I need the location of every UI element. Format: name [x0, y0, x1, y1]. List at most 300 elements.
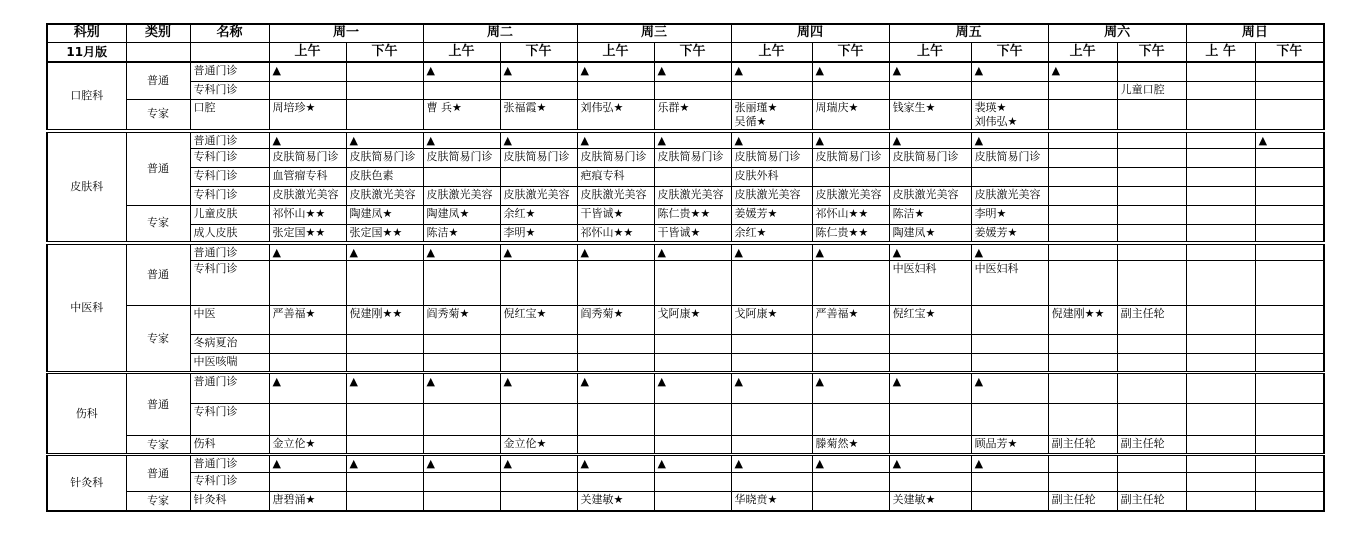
schedule-cell-fri-am — [889, 404, 971, 436]
day-header-sat: 周六 — [1048, 24, 1186, 42]
clinic-name: 专科门诊 — [190, 148, 269, 167]
schedule-cell-thu-am: 华晓贲★ — [731, 492, 812, 511]
schedule-cell-wed-am: 干皆诚★ — [577, 205, 654, 224]
schedule-cell-mon-pm: 陶建凤★ — [346, 205, 423, 224]
schedule-cell-mon-am: ▲ — [269, 131, 346, 149]
schedule-row — [47, 404, 1324, 436]
schedule-cell-tue-am — [423, 436, 500, 455]
schedule-cell-sun-am — [1186, 205, 1255, 224]
schedule-cell-sat-am — [1048, 81, 1117, 99]
schedule-cell-mon-am: 血管瘤专科 — [269, 167, 346, 186]
schedule-cell-wed-am: 关建敏★ — [577, 492, 654, 511]
schedule-cell-wed-pm — [654, 335, 731, 354]
schedule-cell-sun-am — [1186, 243, 1255, 261]
schedule-cell-wed-pm: 皮肤激光美容 — [654, 186, 731, 205]
schedule-cell-mon-am: 金立伦★ — [269, 436, 346, 455]
schedule-cell-sun-pm — [1255, 148, 1324, 167]
schedule-body — [47, 62, 1324, 511]
schedule-row — [47, 455, 1324, 473]
clinic-name: 专科门诊 — [190, 167, 269, 186]
category-label: 普通 — [126, 131, 190, 206]
schedule-cell-sat-am — [1048, 148, 1117, 167]
schedule-cell-sat-am — [1048, 455, 1117, 473]
schedule-row — [47, 335, 1324, 354]
schedule-cell-tue-pm: 李明★ — [500, 224, 577, 243]
category-label: 普通 — [126, 243, 190, 306]
schedule-cell-tue-pm — [500, 261, 577, 306]
schedule-cell-sat-am — [1048, 373, 1117, 404]
schedule-cell-sun-am — [1186, 335, 1255, 354]
header-row-half-days — [47, 42, 1324, 62]
schedule-cell-mon-pm — [346, 436, 423, 455]
schedule-row — [47, 492, 1324, 511]
schedule-cell-sat-am — [1048, 243, 1117, 261]
half-header-sun-am: 上 午 — [1186, 42, 1255, 62]
schedule-cell-tue-pm — [500, 473, 577, 492]
schedule-cell-sun-am — [1186, 261, 1255, 306]
schedule-cell-tue-pm — [500, 335, 577, 354]
schedule-cell-sat-pm — [1117, 186, 1186, 205]
schedule-row — [47, 261, 1324, 306]
schedule-cell-thu-pm — [812, 81, 889, 99]
schedule-cell-sun-am — [1186, 148, 1255, 167]
schedule-cell-mon-am — [269, 404, 346, 436]
schedule-row — [47, 205, 1324, 224]
department-label: 针灸科 — [47, 455, 126, 511]
schedule-cell-sat-am — [1048, 261, 1117, 306]
schedule-cell-sun-pm — [1255, 261, 1324, 306]
schedule-cell-tue-am: 皮肤简易门诊 — [423, 148, 500, 167]
schedule-cell-thu-am — [731, 404, 812, 436]
schedule-cell-tue-am — [423, 473, 500, 492]
schedule-cell-mon-pm: ▲ — [346, 243, 423, 261]
schedule-cell-wed-pm: ▲ — [654, 243, 731, 261]
department-label: 皮肤科 — [47, 131, 126, 244]
schedule-cell-tue-pm: ▲ — [500, 455, 577, 473]
schedule-cell-tue-am: ▲ — [423, 62, 500, 81]
schedule-cell-wed-pm — [654, 436, 731, 455]
schedule-cell-wed-am: ▲ — [577, 455, 654, 473]
schedule-cell-mon-am: ▲ — [269, 243, 346, 261]
schedule-cell-sat-pm — [1117, 243, 1186, 261]
schedule-cell-sun-am — [1186, 354, 1255, 373]
schedule-cell-sat-am — [1048, 473, 1117, 492]
schedule-cell-mon-pm — [346, 261, 423, 306]
schedule-cell-tue-pm — [500, 404, 577, 436]
schedule-cell-thu-pm: 皮肤激光美容 — [812, 186, 889, 205]
schedule-cell-tue-am — [423, 261, 500, 306]
clinic-name: 冬病夏治 — [190, 335, 269, 354]
day-header-thu: 周四 — [731, 24, 889, 42]
schedule-cell-sun-am — [1186, 99, 1255, 131]
schedule-cell-fri-am: ▲ — [889, 131, 971, 149]
category-label: 普通 — [126, 62, 190, 99]
schedule-cell-wed-am: ▲ — [577, 131, 654, 149]
schedule-cell-wed-pm: 乐群★ — [654, 99, 731, 131]
schedule-cell-sun-pm — [1255, 473, 1324, 492]
department-header: 科别 — [47, 24, 126, 42]
schedule-cell-thu-pm — [812, 261, 889, 306]
schedule-cell-tue-am: ▲ — [423, 373, 500, 404]
schedule-cell-mon-pm: 皮肤色素 — [346, 167, 423, 186]
schedule-cell-thu-am: 皮肤激光美容 — [731, 186, 812, 205]
schedule-cell-mon-am: 皮肤激光美容 — [269, 186, 346, 205]
schedule-cell-sun-pm — [1255, 81, 1324, 99]
schedule-cell-fri-am: 关建敏★ — [889, 492, 971, 511]
schedule-cell-tue-am: 陶建凤★ — [423, 205, 500, 224]
schedule-cell-mon-pm — [346, 473, 423, 492]
schedule-cell-wed-pm — [654, 404, 731, 436]
schedule-cell-sun-pm — [1255, 335, 1324, 354]
schedule-cell-sat-am — [1048, 167, 1117, 186]
schedule-cell-tue-am: 阎秀菊★ — [423, 306, 500, 335]
schedule-cell-tue-pm: ▲ — [500, 62, 577, 81]
schedule-cell-mon-am: ▲ — [269, 373, 346, 404]
schedule-cell-fri-am — [889, 335, 971, 354]
schedule-cell-tue-am — [423, 335, 500, 354]
category-label: 普通 — [126, 455, 190, 492]
half-header-sat-am: 上午 — [1048, 42, 1117, 62]
schedule-cell-wed-am — [577, 354, 654, 373]
schedule-cell-fri-pm — [971, 81, 1048, 99]
clinic-name: 专科门诊 — [190, 81, 269, 99]
header-row-days — [47, 24, 1324, 42]
schedule-cell-thu-pm: ▲ — [812, 243, 889, 261]
schedule-cell-thu-pm — [812, 354, 889, 373]
schedule-cell-thu-pm — [812, 473, 889, 492]
clinic-name: 针灸科 — [190, 492, 269, 511]
schedule-cell-sat-pm — [1117, 404, 1186, 436]
schedule-cell-sun-am — [1186, 373, 1255, 404]
schedule-cell-mon-am — [269, 261, 346, 306]
schedule-cell-sat-pm — [1117, 335, 1186, 354]
schedule-cell-wed-pm: ▲ — [654, 131, 731, 149]
schedule-cell-sat-am — [1048, 186, 1117, 205]
half-header-sun-pm: 下午 — [1255, 42, 1324, 62]
schedule-cell-fri-pm — [971, 167, 1048, 186]
schedule-cell-wed-pm: 戈阿康★ — [654, 306, 731, 335]
half-header-tue-pm: 下午 — [500, 42, 577, 62]
schedule-cell-sat-pm — [1117, 148, 1186, 167]
schedule-cell-sat-pm — [1117, 455, 1186, 473]
clinic-name: 普通门诊 — [190, 373, 269, 404]
schedule-cell-mon-am: 严善福★ — [269, 306, 346, 335]
schedule-cell-thu-am: 皮肤简易门诊 — [731, 148, 812, 167]
half-header-thu-pm: 下午 — [812, 42, 889, 62]
clinic-name: 中医 — [190, 306, 269, 335]
schedule-cell-fri-am — [889, 473, 971, 492]
half-header-fri-am: 上午 — [889, 42, 971, 62]
category-header: 类别 — [126, 24, 190, 42]
schedule-cell-mon-am: 唐碧涌★ — [269, 492, 346, 511]
schedule-cell-fri-am: 中医妇科 — [889, 261, 971, 306]
schedule-row — [47, 167, 1324, 186]
schedule-header — [47, 24, 1324, 62]
schedule-cell-tue-am: ▲ — [423, 455, 500, 473]
schedule-cell-sun-am — [1186, 306, 1255, 335]
schedule-cell-sun-am — [1186, 81, 1255, 99]
schedule-cell-thu-am — [731, 436, 812, 455]
schedule-cell-sat-am: 副主任轮 — [1048, 436, 1117, 455]
schedule-cell-fri-pm: 姜媛芳★ — [971, 224, 1048, 243]
schedule-cell-fri-am: ▲ — [889, 373, 971, 404]
schedule-cell-thu-am: 皮肤外科 — [731, 167, 812, 186]
schedule-cell-tue-am: ▲ — [423, 243, 500, 261]
schedule-cell-sun-am — [1186, 492, 1255, 511]
schedule-cell-wed-pm: ▲ — [654, 455, 731, 473]
schedule-row — [47, 436, 1324, 455]
schedule-cell-sun-pm — [1255, 404, 1324, 436]
schedule-cell-fri-pm: 李明★ — [971, 205, 1048, 224]
schedule-cell-fri-pm: 顾品芳★ — [971, 436, 1048, 455]
version-label: 11月版 — [47, 42, 126, 62]
clinic-name: 伤科 — [190, 436, 269, 455]
schedule-cell-sun-pm — [1255, 373, 1324, 404]
schedule-cell-fri-am — [889, 354, 971, 373]
schedule-cell-sun-pm — [1255, 492, 1324, 511]
schedule-cell-wed-pm: 陈仁贵★★ — [654, 205, 731, 224]
schedule-cell-fri-am: 皮肤激光美容 — [889, 186, 971, 205]
clinic-name: 专科门诊 — [190, 261, 269, 306]
schedule-cell-mon-pm: ▲ — [346, 131, 423, 149]
clinic-name: 普通门诊 — [190, 455, 269, 473]
schedule-cell-sun-pm — [1255, 455, 1324, 473]
schedule-cell-fri-pm: 裴瑛★ 刘伟弘★ — [971, 99, 1048, 131]
schedule-cell-thu-pm: 陈仁贵★★ — [812, 224, 889, 243]
schedule-cell-sat-pm: 副主任轮 — [1117, 436, 1186, 455]
schedule-cell-wed-am — [577, 81, 654, 99]
schedule-cell-thu-pm: 皮肤简易门诊 — [812, 148, 889, 167]
schedule-cell-sat-pm — [1117, 224, 1186, 243]
schedule-cell-wed-am — [577, 335, 654, 354]
schedule-cell-sun-am — [1186, 62, 1255, 81]
schedule-cell-tue-am — [423, 354, 500, 373]
schedule-cell-fri-pm: 皮肤简易门诊 — [971, 148, 1048, 167]
schedule-cell-tue-pm: 皮肤激光美容 — [500, 186, 577, 205]
schedule-cell-tue-pm: 张福霞★ — [500, 99, 577, 131]
schedule-cell-sun-pm: ▲ — [1255, 131, 1324, 149]
schedule-cell-tue-pm — [500, 167, 577, 186]
schedule-row — [47, 243, 1324, 261]
schedule-cell-mon-pm: 皮肤激光美容 — [346, 186, 423, 205]
schedule-cell-thu-pm: 严善福★ — [812, 306, 889, 335]
schedule-cell-fri-pm: ▲ — [971, 62, 1048, 81]
clinic-name: 普通门诊 — [190, 243, 269, 261]
schedule-cell-sun-pm — [1255, 224, 1324, 243]
schedule-cell-mon-pm: ▲ — [346, 455, 423, 473]
clinic-name: 成人皮肤 — [190, 224, 269, 243]
day-header-mon: 周一 — [269, 24, 423, 42]
schedule-cell-thu-am: 余红★ — [731, 224, 812, 243]
schedule-cell-tue-am: 皮肤激光美容 — [423, 186, 500, 205]
schedule-cell-wed-am: 刘伟弘★ — [577, 99, 654, 131]
schedule-cell-thu-pm — [812, 404, 889, 436]
schedule-cell-tue-am — [423, 404, 500, 436]
schedule-cell-tue-pm: 金立伦★ — [500, 436, 577, 455]
day-header-sun: 周日 — [1186, 24, 1324, 42]
schedule-cell-wed-am: 疤痕专科 — [577, 167, 654, 186]
schedule-cell-sun-am — [1186, 404, 1255, 436]
half-header-thu-am: 上午 — [731, 42, 812, 62]
schedule-cell-tue-pm — [500, 81, 577, 99]
schedule-cell-sat-am — [1048, 404, 1117, 436]
schedule-cell-wed-am: 阎秀菊★ — [577, 306, 654, 335]
schedule-cell-tue-pm: 倪红宝★ — [500, 306, 577, 335]
schedule-cell-mon-pm — [346, 81, 423, 99]
schedule-cell-wed-pm — [654, 167, 731, 186]
category-label: 专家 — [126, 492, 190, 511]
schedule-cell-wed-am: ▲ — [577, 243, 654, 261]
schedule-cell-thu-am: 张丽瑾★ 吴循★ — [731, 99, 812, 131]
schedule-cell-sun-pm — [1255, 205, 1324, 224]
category-label: 专家 — [126, 306, 190, 373]
schedule-cell-sun-am — [1186, 455, 1255, 473]
schedule-cell-fri-am: 皮肤简易门诊 — [889, 148, 971, 167]
schedule-row — [47, 62, 1324, 81]
schedule-cell-mon-am: 皮肤简易门诊 — [269, 148, 346, 167]
schedule-cell-wed-am: ▲ — [577, 62, 654, 81]
schedule-cell-mon-am: ▲ — [269, 62, 346, 81]
schedule-cell-wed-pm: 皮肤简易门诊 — [654, 148, 731, 167]
schedule-cell-tue-pm: ▲ — [500, 243, 577, 261]
schedule-cell-fri-am: 陈洁★ — [889, 205, 971, 224]
schedule-cell-thu-am — [731, 261, 812, 306]
schedule-cell-tue-pm — [500, 492, 577, 511]
half-header-mon-am: 上午 — [269, 42, 346, 62]
schedule-cell-thu-am: 戈阿康★ — [731, 306, 812, 335]
half-header-tue-am: 上午 — [423, 42, 500, 62]
category-label: 普通 — [126, 373, 190, 436]
schedule-cell-fri-am: 倪红宝★ — [889, 306, 971, 335]
schedule-cell-sat-am — [1048, 354, 1117, 373]
schedule-cell-wed-pm: 干皆诚★ — [654, 224, 731, 243]
schedule-cell-mon-am: 周培珍★ — [269, 99, 346, 131]
schedule-cell-sun-pm — [1255, 354, 1324, 373]
schedule-cell-fri-am — [889, 81, 971, 99]
schedule-cell-thu-pm: ▲ — [812, 131, 889, 149]
schedule-cell-sun-am — [1186, 473, 1255, 492]
clinic-name: 专科门诊 — [190, 404, 269, 436]
schedule-cell-mon-pm — [346, 354, 423, 373]
half-header-wed-pm: 下午 — [654, 42, 731, 62]
schedule-cell-wed-am — [577, 473, 654, 492]
department-label: 伤科 — [47, 373, 126, 455]
schedule-row — [47, 81, 1324, 99]
schedule-cell-wed-pm — [654, 261, 731, 306]
clinic-name: 普通门诊 — [190, 62, 269, 81]
day-header-wed: 周三 — [577, 24, 731, 42]
clinic-schedule-table — [46, 23, 1325, 512]
schedule-cell-wed-pm: ▲ — [654, 373, 731, 404]
schedule-cell-sat-pm: 儿童口腔 — [1117, 81, 1186, 99]
schedule-cell-mon-pm: 张定国★★ — [346, 224, 423, 243]
schedule-cell-tue-am: ▲ — [423, 131, 500, 149]
schedule-cell-mon-am — [269, 335, 346, 354]
schedule-cell-fri-am: 钱家生★ — [889, 99, 971, 131]
schedule-cell-fri-pm — [971, 473, 1048, 492]
schedule-cell-fri-pm — [971, 354, 1048, 373]
schedule-cell-mon-pm: 皮肤简易门诊 — [346, 148, 423, 167]
schedule-cell-tue-pm — [500, 354, 577, 373]
department-label: 中医科 — [47, 243, 126, 373]
category-label: 专家 — [126, 436, 190, 455]
schedule-cell-mon-pm — [346, 404, 423, 436]
schedule-cell-sat-pm — [1117, 373, 1186, 404]
schedule-cell-sat-pm: 副主任轮 — [1117, 492, 1186, 511]
schedule-cell-wed-pm — [654, 81, 731, 99]
half-header-sat-pm: 下午 — [1117, 42, 1186, 62]
schedule-cell-fri-pm: ▲ — [971, 455, 1048, 473]
department-label: 口腔科 — [47, 62, 126, 131]
schedule-cell-thu-pm: ▲ — [812, 455, 889, 473]
schedule-cell-thu-pm — [812, 335, 889, 354]
clinic-name: 专科门诊 — [190, 186, 269, 205]
schedule-cell-thu-pm: 滕菊然★ — [812, 436, 889, 455]
schedule-cell-fri-am: ▲ — [889, 455, 971, 473]
schedule-cell-wed-am — [577, 261, 654, 306]
schedule-cell-fri-pm — [971, 335, 1048, 354]
schedule-cell-sat-pm — [1117, 62, 1186, 81]
schedule-cell-sat-pm — [1117, 354, 1186, 373]
schedule-cell-fri-pm: ▲ — [971, 131, 1048, 149]
clinic-name-header: 名称 — [190, 24, 269, 42]
schedule-cell-wed-am — [577, 436, 654, 455]
half-header-fri-pm: 下午 — [971, 42, 1048, 62]
day-header-fri: 周五 — [889, 24, 1048, 42]
half-header-wed-am: 上午 — [577, 42, 654, 62]
schedule-cell-fri-am — [889, 167, 971, 186]
schedule-cell-sun-am — [1186, 436, 1255, 455]
schedule-cell-mon-am: 张定国★★ — [269, 224, 346, 243]
schedule-cell-thu-am: 姜媛芳★ — [731, 205, 812, 224]
schedule-cell-thu-pm — [812, 492, 889, 511]
schedule-cell-mon-pm — [346, 492, 423, 511]
schedule-cell-wed-am: 皮肤简易门诊 — [577, 148, 654, 167]
schedule-row — [47, 354, 1324, 373]
schedule-cell-thu-am: ▲ — [731, 455, 812, 473]
schedule-cell-thu-pm: 祁怀山★★ — [812, 205, 889, 224]
schedule-cell-sun-am — [1186, 224, 1255, 243]
schedule-cell-fri-pm — [971, 404, 1048, 436]
schedule-cell-thu-am: ▲ — [731, 131, 812, 149]
schedule-cell-sat-am: 副主任轮 — [1048, 492, 1117, 511]
schedule-cell-mon-pm — [346, 62, 423, 81]
schedule-cell-tue-am — [423, 81, 500, 99]
schedule-cell-fri-am: ▲ — [889, 243, 971, 261]
schedule-cell-sat-am — [1048, 131, 1117, 149]
schedule-cell-sun-pm — [1255, 62, 1324, 81]
schedule-cell-thu-am: ▲ — [731, 373, 812, 404]
schedule-cell-tue-pm: 余红★ — [500, 205, 577, 224]
schedule-cell-fri-pm — [971, 306, 1048, 335]
schedule-cell-fri-pm: 皮肤激光美容 — [971, 186, 1048, 205]
clinic-name: 中医咳喘 — [190, 354, 269, 373]
schedule-cell-sat-pm — [1117, 99, 1186, 131]
schedule-cell-tue-am: 曹 兵★ — [423, 99, 500, 131]
schedule-cell-sat-am — [1048, 205, 1117, 224]
schedule-cell-fri-pm — [971, 492, 1048, 511]
schedule-cell-thu-pm: 周瑞庆★ — [812, 99, 889, 131]
schedule-cell-sun-am — [1186, 131, 1255, 149]
schedule-cell-mon-am — [269, 81, 346, 99]
schedule-cell-thu-am — [731, 81, 812, 99]
schedule-row — [47, 131, 1324, 149]
schedule-cell-fri-am: 陶建凤★ — [889, 224, 971, 243]
schedule-cell-mon-pm — [346, 335, 423, 354]
schedule-cell-fri-am: ▲ — [889, 62, 971, 81]
schedule-cell-sun-pm — [1255, 167, 1324, 186]
schedule-row — [47, 186, 1324, 205]
